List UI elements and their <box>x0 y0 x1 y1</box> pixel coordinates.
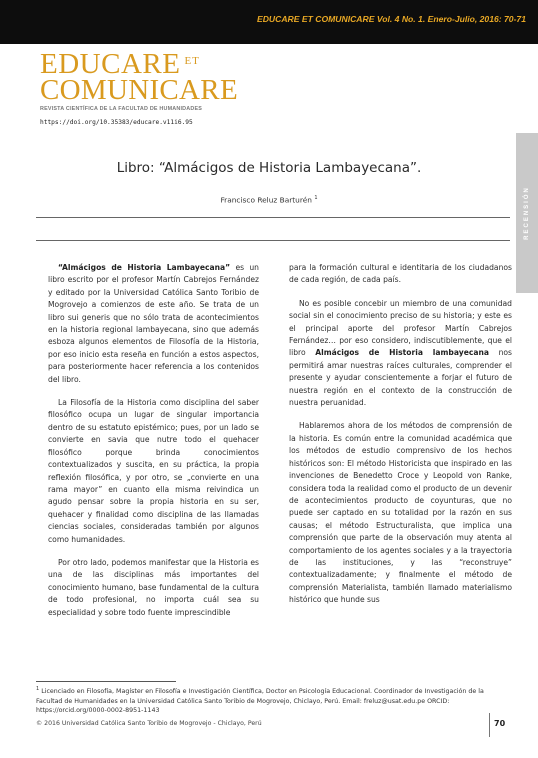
divider-top <box>36 217 510 218</box>
paragraph: Por otro lado, podemos manifestar que la Historia es una de las disciplinas más importantes del conocimiento humano, base fundamental de la cultura de todo profesional, no importa cuál sea su especialidad y sobre todo fuente imprescindible <box>48 557 259 617</box>
section-side-tab <box>516 133 538 293</box>
body-column-left <box>48 262 259 630</box>
section-label: RECENSIÓN <box>524 186 530 240</box>
paragraph: Hablaremos ahora de los métodos de comprensión de la historia. Es común entre la comunidad académica que los métodos de estudio comprensivo de los hechos históricos son: El método Historicista que inspirado en las invenciones de Benedetto Croce y Leopold von Ranke, considera toda la realidad como el producto de un devenir de acontecimientos producto de coyunturas, que no puede ser captado en su totalidad por la razón en sus causas; el método Estructuralista, que implica una comprensión que parte de la observación muy atenta al comportamiento de los agentes sociales y a la trayectoria de las instituciones, y las “reconstruye” contextualizadamente; y finalmente el método de comprensión Materialista, también llamado materialismo histórico que hunde sus <box>289 421 512 605</box>
paragraph: No es posible concebir un miembro de una comunidad social sin el conocimiento preciso de su historia; y este es el principal aporte del profesor Martín Cabrejos Fernández… por eso considero, indiscutiblemente, que el libro Almácigos de Historia lambayecana nos permitirá amar nuestras raíces culturales, comprender el presente y ayudar conscientemente a forjar el futuro de nuestra región en el contexto de la construcción de nuestra peruanidad. <box>289 298 512 408</box>
journal-logo <box>40 50 300 120</box>
journal-reference: EDUCARE ET COMUNICARE Vol. 4 No. 1. Enero-Julio, 2016: 70-71 <box>256 14 526 24</box>
logo-word-educare: EDUCARE <box>40 48 181 80</box>
journal-header-bar <box>0 0 538 44</box>
book-title-bold: “Almácigos de Historia Lambayecana” <box>58 263 231 272</box>
page-number-separator <box>489 713 490 737</box>
footnote <box>36 685 512 715</box>
paragraph: “Almácigos de Historia Lambayecana” es un libro escrito por el profesor Martín Cabrejos Fernández y editado por la Universidad Católica Santo Toribio de Mogrovejo a comienzos de este año. Se trata de un libro sui generis que no sólo trata de acontecimientos en la historia regional lambayecana, sino que además esboza algunos elementos de Filosofía de la Historia, por eso inicio esta reseña en función a estos aspectos, para posteriormente hacer referencia a los contenidos del libro. <box>48 263 259 384</box>
logo-word-comunicare: COMUNICARE <box>40 74 238 106</box>
body-column-right <box>289 262 512 618</box>
logo-word-et: ET <box>184 55 200 67</box>
author-name: Francisco Reluz Barturén <box>220 195 312 205</box>
footnote-marker: 1 <box>36 686 40 692</box>
divider-bottom <box>36 240 510 241</box>
logo-tagline: REVISTA CIENTÍFICA DE LA FACULTAD DE HUMANIDADES <box>40 106 203 112</box>
author-footnote-marker: 1 <box>314 195 318 201</box>
article-author <box>0 195 538 204</box>
paragraph: La Filosofía de la Historia como disciplina del saber filosófico ocupa un lugar de singular importancia dentro de su estatuto epistémico; pues, por un lado se convierte en savia que nutre todo el quehacer filosófico porque brinda conocimientos contextualizados y suscita, en su práctica, la propia reflexión filosófica, y por otro, se „convierte en una rama mayor” en cuanto ella misma reivindica un agudo pensar sobre la propia historia en su ser, quehacer y finalidad como disciplina de las llamadas ciencias sociales, consideradas también por algunos como humanidades. <box>48 398 259 544</box>
footnote-text: Licenciado en Filosofía, Magíster en Filosofía e Investigación Científica, Doctor en Psicología Educacional. Coordinador de Investigación de la Facultad de Humanidades en la Universidad Católica Santo Toribio de Mogrovejo, Chiclayo, Perú. Email: freluz@usat.edu.pe ORCID: https://orcid.org/0000-0002-8951-1143 <box>36 688 484 714</box>
page-number: 70 <box>494 719 506 728</box>
paragraph: para la formación cultural e identitaria de los ciudadanos de cada región, de cada país. <box>289 263 512 285</box>
copyright-notice: © 2016 Universidad Católica Santo Toribio de Mogrovejo - Chiclayo, Perú <box>36 720 262 727</box>
book-title-bold: Almácigos de Historia lambayecana <box>315 348 489 358</box>
doi-link[interactable]: https://doi.org/10.35383/educare.v11i6.95 <box>40 119 193 126</box>
footnote-rule <box>36 681 176 682</box>
article-title: Libro: “Almácigos de Historia Lambayecana”. <box>116 160 422 176</box>
